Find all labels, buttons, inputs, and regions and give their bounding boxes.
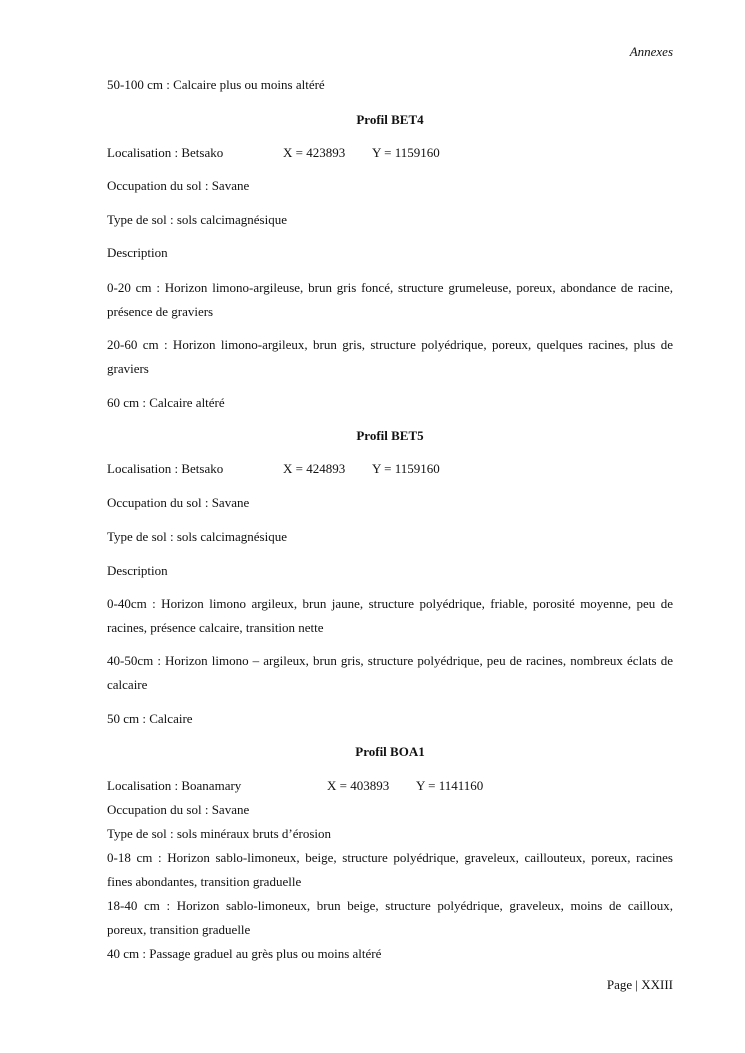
description-label: Description [107, 563, 168, 578]
localisation-row [107, 145, 673, 161]
localisation: Localisation : Boanamary [107, 778, 242, 793]
coord-x: X = 423893 [283, 145, 346, 160]
soil-type: Type de sol : sols calcimagnésique [107, 212, 287, 227]
localisation: Localisation : Betsako [107, 145, 224, 160]
horizon: 20-60 cm : Horizon limono-argileux, brun gris, structure polyédrique, poreux, quelques racines, plus de graviers [107, 337, 673, 376]
coord-y: Y = 1159160 [372, 145, 440, 160]
coord-x: X = 424893 [283, 461, 346, 476]
profile-title: Profil BOA1 [355, 744, 425, 759]
soil-type: Type de sol : sols calcimagnésique [107, 529, 287, 544]
soil-type: Type de sol : sols minéraux bruts d’érosion [107, 826, 332, 841]
occupation: Occupation du sol : Savane [107, 495, 250, 510]
horizon: 0-18 cm : Horizon sablo-limoneux, beige, structure polyédrique, graveleux, caillouteux, poreux, racines fines abondantes, transition graduelle [107, 850, 673, 889]
intro-line: 50-100 cm : Calcaire plus ou moins altéré [107, 77, 325, 92]
page-number: Page | XXIII [606, 977, 673, 992]
localisation-row [107, 778, 673, 794]
occupation: Occupation du sol : Savane [107, 178, 250, 193]
profile-title: Profil BET4 [356, 112, 424, 127]
horizon: 0-40cm : Horizon limono argileux, brun jaune, structure polyédrique, friable, porosité moyenne, peu de racines, présence calcaire, transition nette [107, 596, 673, 635]
horizon: 0-20 cm : Horizon limono-argileuse, brun gris foncé, structure grumeleuse, poreux, abondance de racine, présence de graviers [107, 280, 673, 319]
horizon: 40 cm : Passage graduel au grès plus ou moins altéré [107, 946, 382, 961]
coord-y: Y = 1141160 [416, 778, 484, 793]
description-label: Description [107, 245, 168, 260]
horizon: 50 cm : Calcaire [107, 711, 193, 726]
horizon: 18-40 cm : Horizon sablo-limoneux, brun beige, structure polyédrique, graveleux, moins de cailloux, poreux, transition graduelle [107, 898, 673, 937]
coord-y: Y = 1159160 [372, 461, 440, 476]
profile-title: Profil BET5 [356, 428, 424, 443]
running-header: Annexes [629, 44, 673, 59]
coord-x: X = 403893 [327, 778, 390, 793]
horizon: 60 cm : Calcaire altéré [107, 395, 225, 410]
occupation: Occupation du sol : Savane [107, 802, 250, 817]
horizon: 40-50cm : Horizon limono – argileux, brun gris, structure polyédrique, peu de racines, nombreux éclats de calcaire [107, 653, 673, 692]
localisation: Localisation : Betsako [107, 461, 224, 476]
localisation-row [107, 461, 673, 477]
